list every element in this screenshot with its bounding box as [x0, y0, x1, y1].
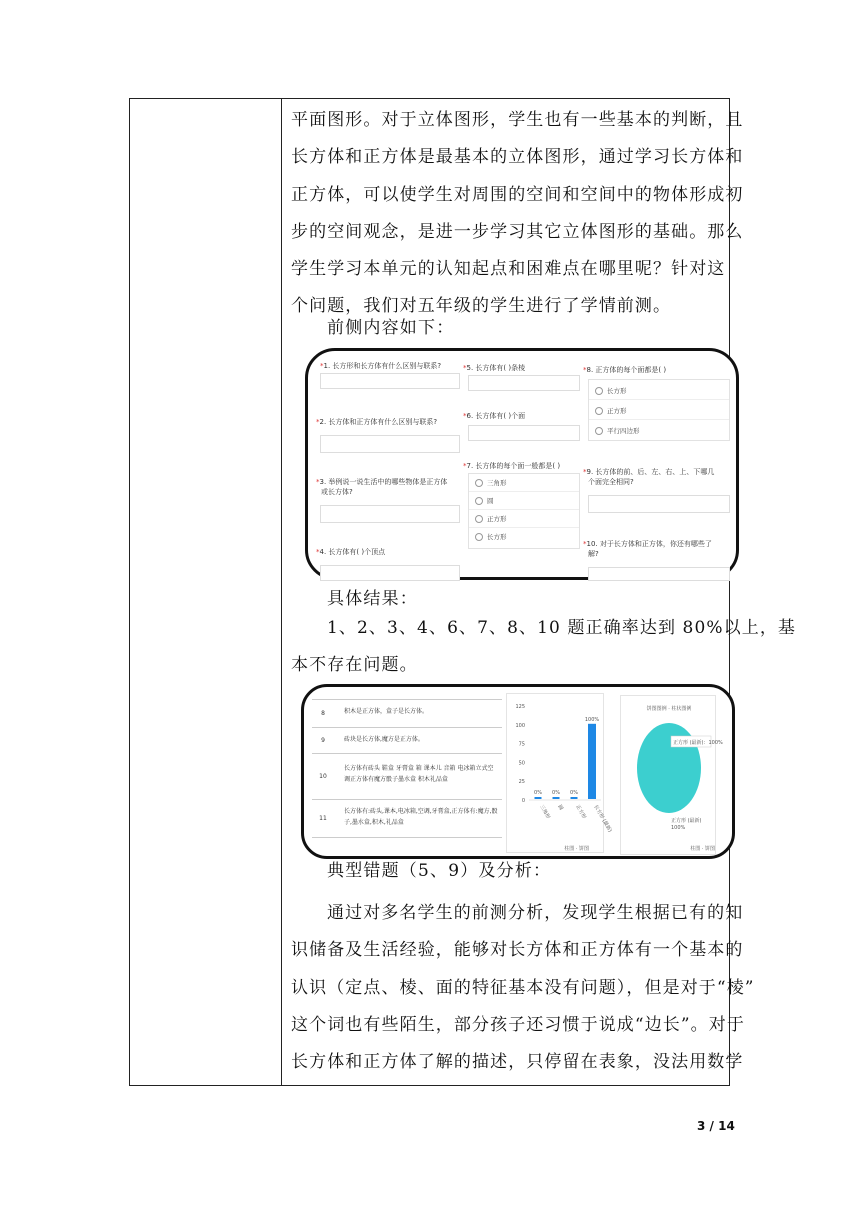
option[interactable]: 三角形	[469, 474, 579, 492]
results-heading: 具体结果：	[327, 589, 418, 609]
y-tick-label: 0	[521, 798, 525, 804]
y-tick-label: 125	[515, 704, 525, 710]
y-tick-label: 75	[518, 741, 525, 748]
data-label: 0%	[570, 790, 578, 796]
analysis-line: 识储备及生活经验，能够对长方体和正方体有一个基本的	[291, 940, 744, 961]
table-row	[312, 728, 502, 754]
pie-chart-panel	[620, 695, 723, 855]
question-9: *9. 长方体的前、后、左、右、上、下哪几 个面完全相同?	[583, 468, 715, 486]
answer-box-10	[588, 567, 730, 581]
results-line: 1、2、3、4、6、7、8、10 题正确率达到 80%以上，基	[327, 618, 797, 638]
chart-footer: 柱图 · 饼图	[564, 846, 589, 852]
bar	[535, 797, 542, 799]
radio-icon	[595, 407, 603, 415]
intro-line: 步的空间观念，是进一步学习其它立体图形的基础。那么	[291, 221, 744, 242]
y-tick-label: 50	[518, 760, 525, 767]
intro-line: 个问题，我们对五年级的学生进行了学情前测。	[291, 296, 672, 317]
pie-bottom-percent: 100%	[671, 825, 686, 831]
intro-line: 正方体，可以使学生对周围的空间和空间中的物体形成初	[291, 184, 744, 205]
data-label: 0%	[552, 790, 560, 796]
results-table	[312, 699, 502, 838]
question-2: *2. 长方体和正方体有什么区别与联系?	[316, 418, 438, 426]
pretest-heading: 前侧内容如下：	[327, 318, 455, 338]
analysis-line: 认识（定点、棱、面的特征基本没有问题），但是对于“棱”	[291, 977, 755, 998]
answer-box-1	[320, 373, 460, 389]
row-number: 8	[321, 710, 325, 717]
table-row	[312, 700, 502, 728]
question-4: *4. 长方体有( )个顶点	[316, 548, 386, 556]
analysis-line: 这个词也有些陌生，部分孩子还习惯于说成“边长”。对于	[291, 1014, 745, 1035]
option[interactable]: 长方形	[469, 528, 579, 546]
analysis-line: 通过对多名学生的前测分析，发现学生根据已有的知	[327, 903, 744, 923]
pie-chart	[621, 696, 723, 856]
options-7	[468, 473, 580, 549]
bar	[553, 797, 560, 799]
row-number: 9	[321, 737, 325, 744]
pie-legend: 饼图图例 · 柱状图例	[646, 706, 692, 712]
row-text: 长方体有:砖头,课本,电冰箱,空调,牙膏盒,正方体有:魔方,骰 子,墨水盒,积木,礼品盒	[344, 808, 498, 826]
answer-box-9	[588, 495, 730, 513]
table-row	[312, 754, 502, 800]
row-text: 长方体有砖头 鞋盒 牙膏盒 箱 课本儿 音箱 电冰箱立式空 调正方体有魔方骰子墨水盒 积木礼品盒	[344, 765, 494, 783]
option[interactable]: 正方形	[469, 510, 579, 528]
x-tick-label: 正方形	[574, 804, 587, 821]
x-tick-label: 圆	[556, 804, 564, 812]
question-3: *3. 举例说一说生活中的哪些物体是正方体 或长方体?	[316, 478, 448, 496]
question-6: *6. 长方体有( )个面	[463, 412, 526, 420]
radio-icon	[475, 497, 483, 505]
intro-paragraph	[291, 102, 744, 326]
bar-chart	[507, 694, 613, 854]
row-text: 砖块是长方体,魔方是正方体。	[344, 736, 424, 743]
intro-line: 学生学习本单元的认知起点和困难点在哪里呢？针对这	[291, 259, 726, 280]
intro-line: 平面图形。对于立体图形，学生也有一些基本的判断，且	[291, 110, 744, 130]
survey-screenshot	[305, 348, 739, 580]
data-label: 100%	[584, 716, 600, 723]
radio-icon	[595, 427, 603, 435]
question-10: *10. 对于长方体和正方体，你还有哪些了 解?	[583, 540, 712, 558]
table-row	[312, 800, 502, 838]
answer-box-2	[320, 435, 460, 453]
analysis-paragraph	[291, 895, 755, 1081]
option[interactable]: 圆	[469, 492, 579, 510]
options-8	[588, 379, 730, 441]
row-text: 积木是正方体，盒子是长方体。	[344, 708, 429, 715]
row-number: 11	[319, 815, 327, 822]
question-8: *8. 正方体的每个面都是( )	[583, 366, 667, 374]
x-tick-label: 三角形	[538, 804, 551, 821]
bar-chart-panel	[506, 693, 613, 853]
table-column-divider	[281, 98, 282, 1086]
results-screenshot	[301, 684, 735, 859]
answer-box-6	[468, 425, 580, 441]
error-heading: 典型错题（5、9）及分析：	[327, 861, 552, 881]
x-tick-label: 长方形 (最新)	[592, 804, 613, 834]
answer-box-3	[320, 505, 460, 523]
results-paragraph	[291, 610, 797, 685]
results-line: 本不存在问题。	[291, 655, 418, 676]
radio-icon	[475, 479, 483, 487]
intro-line: 长方体和正方体是最基本的立体图形，通过学习长方体和	[291, 147, 744, 168]
radio-icon	[475, 515, 483, 523]
question-7: *7. 长方体的每个面一般都是( )	[463, 462, 561, 470]
option[interactable]: 长方形	[589, 382, 729, 400]
question-1: *1. 长方形和长方体有什么区别与联系?	[320, 362, 442, 370]
answer-box-5	[468, 375, 580, 391]
option[interactable]: 平行四边形	[589, 422, 729, 440]
pie-callout: 正方形 (最新)：100%	[673, 740, 723, 746]
page-number: 3 / 14	[697, 1119, 735, 1133]
bar	[588, 724, 596, 799]
row-number: 10	[319, 773, 327, 780]
question-5: *5. 长方体有( )条棱	[463, 364, 526, 372]
bar	[571, 797, 578, 799]
option[interactable]: 正方形	[589, 402, 729, 420]
y-tick-label: 25	[518, 779, 525, 786]
radio-icon	[475, 533, 483, 541]
answer-box-4	[320, 565, 460, 581]
radio-icon	[595, 387, 603, 395]
pie-bottom-label: 正方形 (最新)	[671, 818, 702, 824]
y-tick-label: 100	[515, 722, 525, 729]
data-label: 0%	[534, 790, 542, 796]
analysis-line: 长方体和正方体了解的描述，只停留在表象，没法用数学	[291, 1052, 744, 1073]
chart-footer: 柱图 · 饼图	[690, 846, 715, 852]
